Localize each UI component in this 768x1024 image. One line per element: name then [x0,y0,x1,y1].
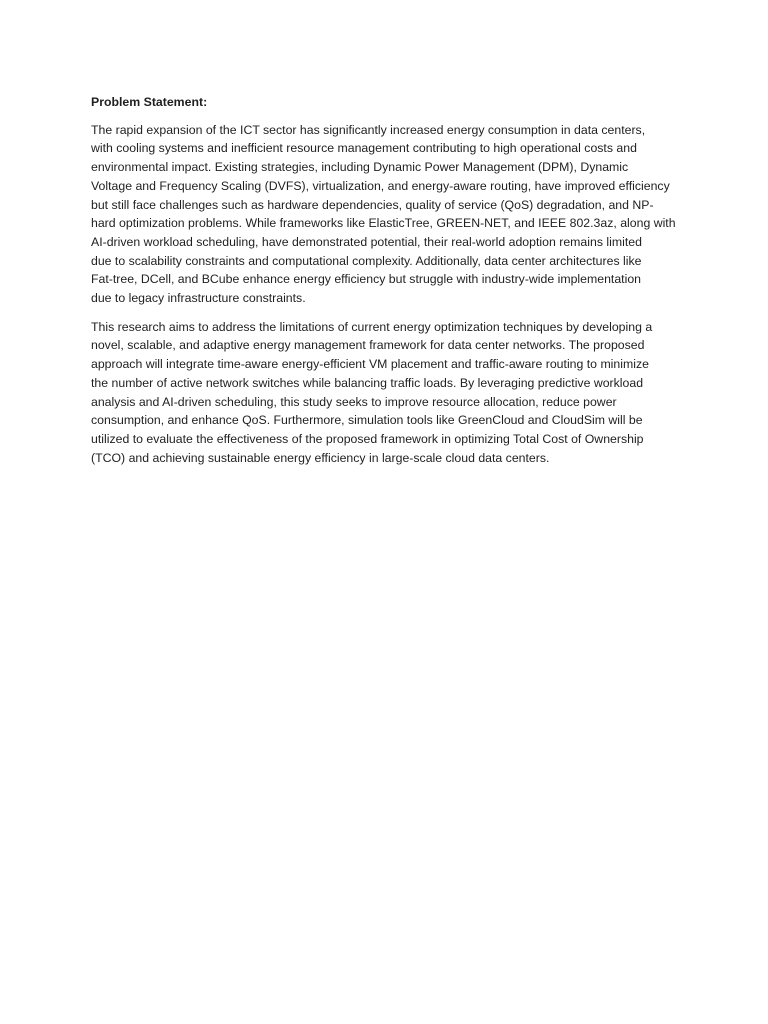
text-line: with cooling systems and inefficient resource management contributing to high operational costs and [91,141,637,156]
text-line: due to legacy infrastructure constraints. [91,291,306,306]
text-line: Fat-tree, DCell, and BCube enhance energy efficiency but struggle with industry-wide implementation [91,272,642,287]
text-line: hard optimization problems. While frameworks like ElasticTree, GREEN-NET, and IEEE 802.3az, along with [91,216,676,231]
paragraph-1 [91,121,683,308]
text-line: but still face challenges such as hardware dependencies, quality of service (QoS) degradation, and NP- [91,197,654,212]
section-heading: Problem Statement: [91,95,208,109]
text-line: AI-driven workload scheduling, have demonstrated potential, their real-world adoption remains limited [91,234,642,249]
text-line: The rapid expansion of the ICT sector has significantly increased energy consumption in data centers, [91,122,646,137]
text-line: the number of active network switches while balancing traffic loads. By leveraging predictive workload [91,375,644,390]
text-line: novel, scalable, and adaptive energy management framework for data center networks. The proposed [91,338,645,353]
text-line: This research aims to address the limitations of current energy optimization techniques by developing a [91,319,653,334]
text-line: analysis and AI-driven scheduling, this study seeks to improve resource allocation, reduce power [91,394,617,409]
text-line: (TCO) and achieving sustainable energy efficiency in large-scale cloud data centers. [91,450,550,465]
text-line: utilized to evaluate the effectiveness of the proposed framework in optimizing Total Cost of Ownership [91,431,644,446]
text-line: Voltage and Frequency Scaling (DVFS), virtualization, and energy-aware routing, have improved efficiency [91,178,670,193]
text-line: environmental impact. Existing strategies, including Dynamic Power Management (DPM), Dynamic [91,160,629,175]
text-line: due to scalability constraints and computational complexity. Additionally, data center architectures like [91,253,642,268]
text-line: consumption, and enhance QoS. Furthermore, simulation tools like GreenCloud and CloudSim will be [91,413,643,428]
document-body [91,93,683,477]
paragraph-2 [91,318,683,468]
text-line: approach will integrate time-aware energy-efficient VM placement and traffic-aware routing to minimize [91,357,649,372]
